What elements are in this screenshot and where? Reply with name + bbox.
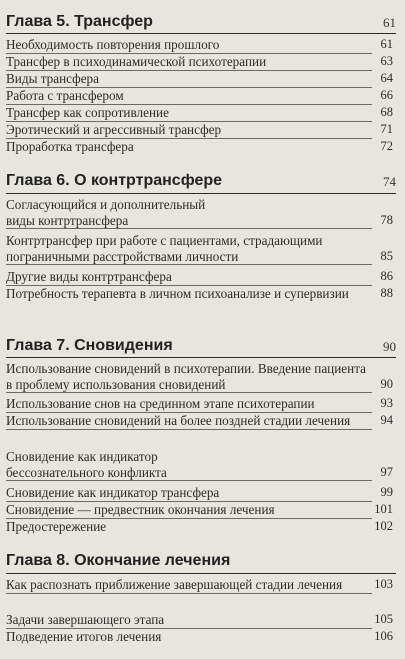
toc-entry[interactable]: Работа с трансфером 66 [6,88,393,103]
toc-entry[interactable]: Как распознать приближение завершающей стадии лечения 103 [6,577,393,592]
chapter-6-page: 74 [383,174,396,189]
chapter-5-title: Глава 5. Трансфер [6,13,153,30]
chapter-7-page: 90 [383,339,396,354]
toc-entry[interactable]: Потребность терапевта в личном психоанализе и супервизии 88 [6,286,393,301]
chapter-8-title: Глава 8. Окончание лечения [6,552,231,569]
toc-entry[interactable]: Использование сновидений в психотерапии. Введение пациента в проблему использования сновидений 90 [6,361,393,392]
toc-entry[interactable]: Сновидение — предвестник окончания лечения 101 [6,502,393,517]
toc-entry[interactable]: Эротический и агрессивный трансфер 71 [6,122,393,137]
toc-entry[interactable]: Согласующийся и дополнительный виды контртрансфера 78 [6,197,393,228]
chapter-5-page: 61 [383,15,396,30]
toc-entry[interactable]: Трансфер в психодинамической психотерапии 63 [6,54,393,69]
chapter-6-title: Глава 6. О контртрансфере [6,172,223,189]
toc-entry[interactable]: Подведение итогов лечения 106 [6,629,393,644]
chapter-7-title: Глава 7. Сновидения [6,337,173,354]
toc-entry[interactable]: Проработка трансфера 72 [6,139,393,154]
chapter-5-rule [6,33,396,34]
chapter-6-rule [6,193,396,194]
toc-entry[interactable]: Использование сновидений на более поздней стадии лечения 94 [6,413,393,428]
toc-entry[interactable]: Сновидение как индикатор трансфера 99 [6,485,393,500]
toc-entry[interactable]: Другие виды контртрансфера 86 [6,269,393,284]
toc-entry[interactable]: Трансфер как сопротивление 68 [6,105,393,120]
chapter-7-rule [6,357,396,358]
toc-entry[interactable]: Необходимость повторения прошлого 61 [6,37,393,52]
toc-entry[interactable]: Задачи завершающего этапа 105 [6,612,393,627]
toc-entry[interactable]: Контртрансфер при работе с пациентами, страдающими пограничными расстройствами личности 85 [6,233,393,264]
toc-entry[interactable]: Предостережение 102 [6,519,393,534]
toc-entry[interactable]: Виды трансфера 64 [6,71,393,86]
chapter-8-rule [6,573,396,574]
toc-entry[interactable]: Сновидение как индикатор бессознательного конфликта 97 [6,449,393,480]
toc-entry[interactable]: Использование снов на срединном этапе психотерапии 93 [6,396,393,411]
